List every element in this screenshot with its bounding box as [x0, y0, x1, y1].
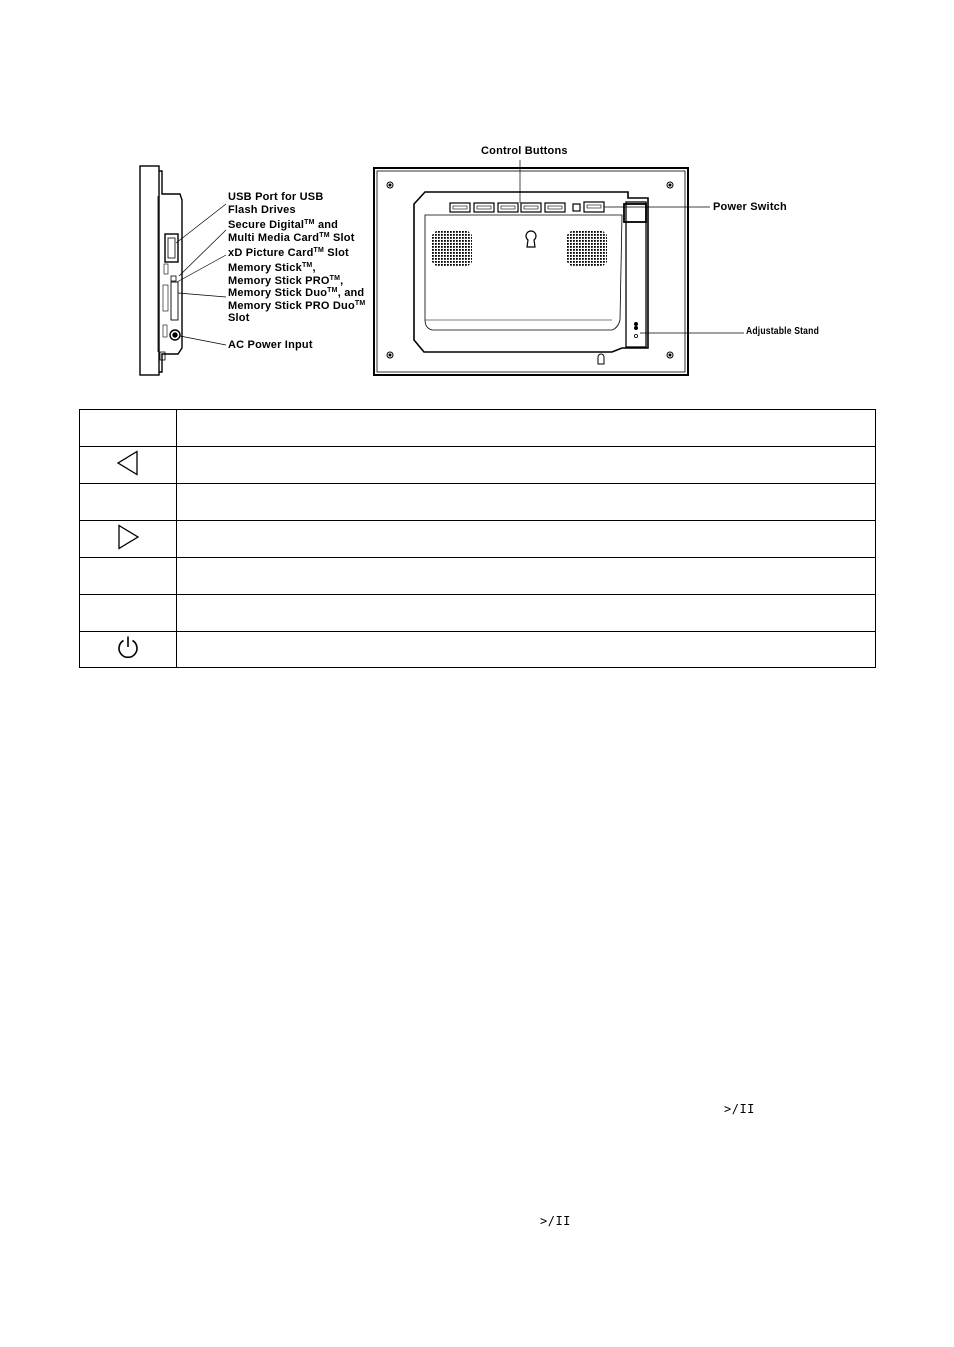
control-buttons-table — [79, 409, 876, 668]
table-row — [80, 595, 876, 632]
back-view — [374, 168, 688, 375]
table-icon-cell — [80, 447, 177, 484]
speaker-grille-left — [432, 231, 472, 266]
adjustable-stand-label: Adjustable Stand — [746, 326, 819, 337]
table-icon-cell — [80, 410, 177, 447]
frame-side-and-back-view — [0, 0, 954, 400]
table-description-cell — [177, 558, 876, 595]
table-description-cell — [177, 484, 876, 521]
table-description-cell — [177, 447, 876, 484]
table-icon-cell — [80, 632, 177, 668]
table-icon-cell — [80, 595, 177, 632]
table-description-cell — [177, 410, 876, 447]
play-pause-glyph: >/II — [540, 1214, 571, 1228]
frame-diagram — [0, 0, 954, 400]
side-view — [140, 166, 182, 375]
table-icon-cell — [80, 558, 177, 595]
back-callout-lines — [520, 160, 744, 333]
table-icon-cell — [80, 521, 177, 558]
table-row — [80, 447, 876, 484]
table-row — [80, 521, 876, 558]
right-triangle-icon — [116, 524, 140, 550]
table-icon-cell — [80, 484, 177, 521]
power-icon — [115, 634, 141, 660]
memory-stick-slot-label: Memory Stick™, Memory Stick PRO™, Memory Stick Duo™, and Memory Stick PRO Duo™ Slot — [228, 262, 366, 324]
table-description-cell — [177, 595, 876, 632]
side-callout-lines — [176, 204, 226, 345]
sd-mmc-slot-label: Secure Digital™ and Multi Media Card™ Slot — [228, 219, 355, 244]
table-row — [80, 484, 876, 521]
usb-port-label: USB Port for USB Flash Drives — [228, 191, 324, 216]
left-triangle-icon — [116, 450, 140, 476]
table-row — [80, 632, 876, 668]
table-description-cell — [177, 632, 876, 668]
ac-power-input-label: AC Power Input — [228, 339, 313, 351]
table-description-cell — [177, 521, 876, 558]
table-row — [80, 410, 876, 447]
play-pause-glyph: >/II — [724, 1102, 755, 1116]
power-switch-label: Power Switch — [713, 201, 787, 213]
table-row — [80, 558, 876, 595]
xd-slot-label: xD Picture Card™ Slot — [228, 247, 349, 259]
speaker-grille-right — [567, 231, 607, 266]
control-buttons-label: Control Buttons — [481, 145, 568, 157]
